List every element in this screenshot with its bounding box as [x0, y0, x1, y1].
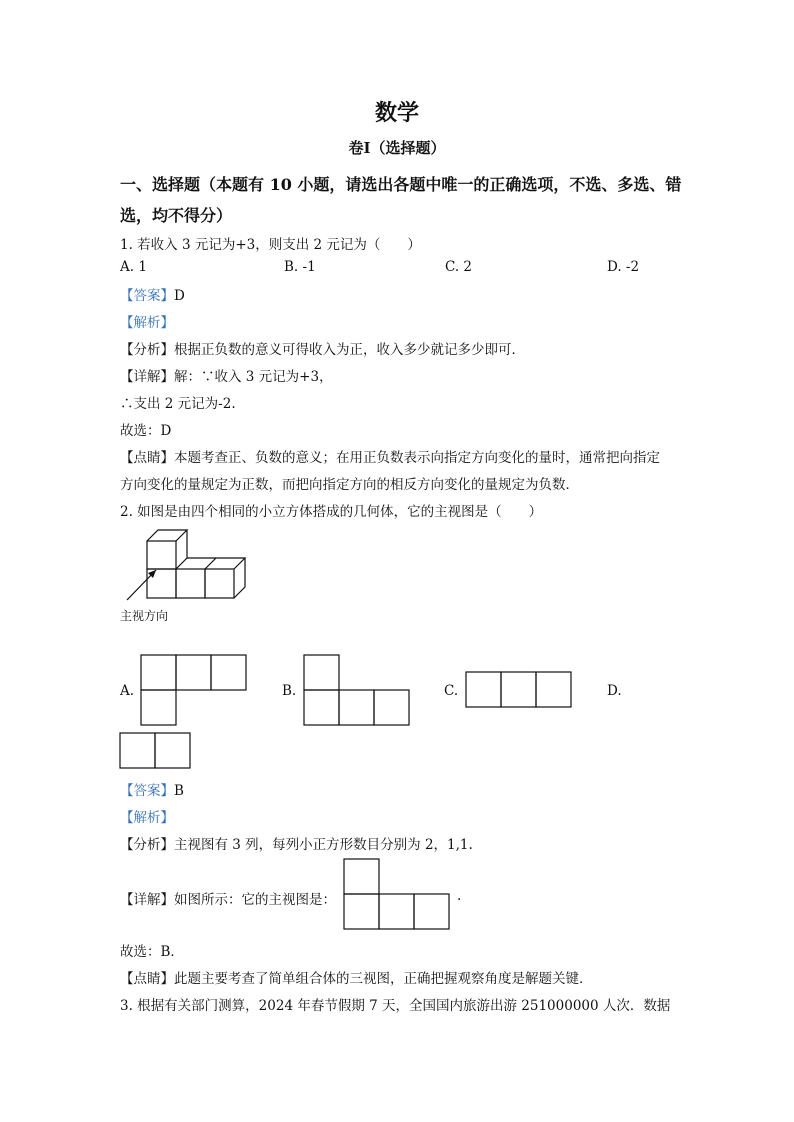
- q1-xiangjie-line: [120, 365, 333, 385]
- q2-dianjing: 此题主要考查了简单组合体的三视图，正确把握观察角度是解题关键．: [174, 971, 593, 987]
- q1-fenxi-tag: 【分析】: [120, 342, 174, 358]
- q2-xiangjie-line: [120, 888, 336, 908]
- q1-option-d: D. -2: [607, 259, 640, 275]
- q1-answer-tag: 【答案】: [120, 288, 174, 304]
- q2-answer: B: [174, 783, 184, 799]
- q1-dianjing-1: 本题考查正、负数的意义；在用正负数表示向指定方向变化的量时，通常把向指定: [174, 450, 660, 466]
- q1-answer-line: [120, 284, 185, 304]
- q2-fenxi: 主视图有 3 列，每列小正方形数目分别为 2，1,1.: [174, 837, 473, 853]
- q2-option-d-figure: [119, 732, 192, 769]
- cube-edge-1: [205, 558, 216, 569]
- q2-view-label: 主视方向: [120, 609, 169, 623]
- q1-dianjing-tag: 【点睛】: [120, 450, 174, 466]
- section-heading-line-2: 选，均不得分）: [120, 206, 233, 225]
- q1-option-b: B. -1: [284, 259, 316, 275]
- q1-stem: 1. 若收入 3 元记为+3，则支出 2 元记为（ ）: [120, 237, 421, 253]
- q2-option-c-label: C.: [444, 683, 459, 699]
- q1-xiangjie: 解：∵收入 3 元记为+3，: [174, 369, 333, 385]
- q2-cube-figure: [118, 524, 250, 604]
- q1-therefore: ∴支出 2 元记为-2.: [120, 396, 236, 412]
- cube-top-front: [147, 541, 176, 569]
- q2-choice: 故选：B．: [120, 944, 184, 960]
- q1-fenxi: 根据正负数的意义可得收入为正，收入多少就记多少即可．: [174, 342, 525, 358]
- q1-option-a: A. 1: [120, 259, 147, 275]
- q1-option-c: C. 2: [445, 259, 473, 275]
- q3-stem: 3. 根据有关部门测算，2024 年春节假期 7 天，全国国内旅游出游 251000000 人次．数据: [120, 998, 671, 1014]
- q2-fenxi-tag: 【分析】: [120, 837, 174, 853]
- q2-period: .: [457, 888, 462, 904]
- page-title: 数学: [374, 100, 419, 126]
- q1-answer: D: [174, 288, 185, 304]
- q2-solution-figure: [343, 858, 451, 930]
- q2-option-b-label: B.: [282, 683, 297, 699]
- cube-bottom-3: [205, 569, 234, 598]
- q2-xiangjie: 如图所示：它的主视图是：: [174, 892, 336, 908]
- q2-answer-line: [120, 779, 184, 799]
- q1-fenxi-line: [120, 338, 525, 358]
- q2-answer-tag: 【答案】: [120, 783, 174, 799]
- q2-dianjing-tag: 【点睛】: [120, 971, 174, 987]
- paper-subtitle: 卷Ⅰ（选择题）: [348, 139, 446, 157]
- q2-option-b-figure: [303, 654, 411, 726]
- q2-option-c-figure: [465, 671, 573, 708]
- q2-analysis-tag: 【解析】: [120, 810, 174, 826]
- q2-option-a-figure: [140, 654, 248, 726]
- cube-bottom-2: [176, 569, 205, 598]
- q1-analysis-tag: 【解析】: [120, 315, 174, 331]
- cube-bottom-tops: [187, 558, 245, 569]
- section-heading-line-1: 一、选择题（本题有 10 小题，请选出各题中唯一的正确选项，不选、多选、错: [120, 175, 682, 194]
- cube-top-top: [147, 530, 187, 541]
- q2-option-d-label: D.: [607, 683, 622, 699]
- q1-dianjing-line-1: [120, 446, 660, 466]
- q2-fenxi-line: [120, 833, 473, 853]
- q1-xiangjie-tag: 【详解】: [120, 369, 174, 385]
- q2-option-a-label: A.: [120, 683, 135, 699]
- q2-dianjing-line: [120, 967, 593, 987]
- q2-xiangjie-tag: 【详解】: [120, 892, 174, 908]
- q1-dianjing-line-2: 方向变化的量规定为正数，而把向指定方向的相反方向变化的量规定为负数．: [120, 477, 579, 493]
- q1-choice: 故选：D: [120, 423, 172, 439]
- q2-stem: 2. 如图是由四个相同的小立方体搭成的几何体，它的主视图是（ ）: [120, 504, 543, 520]
